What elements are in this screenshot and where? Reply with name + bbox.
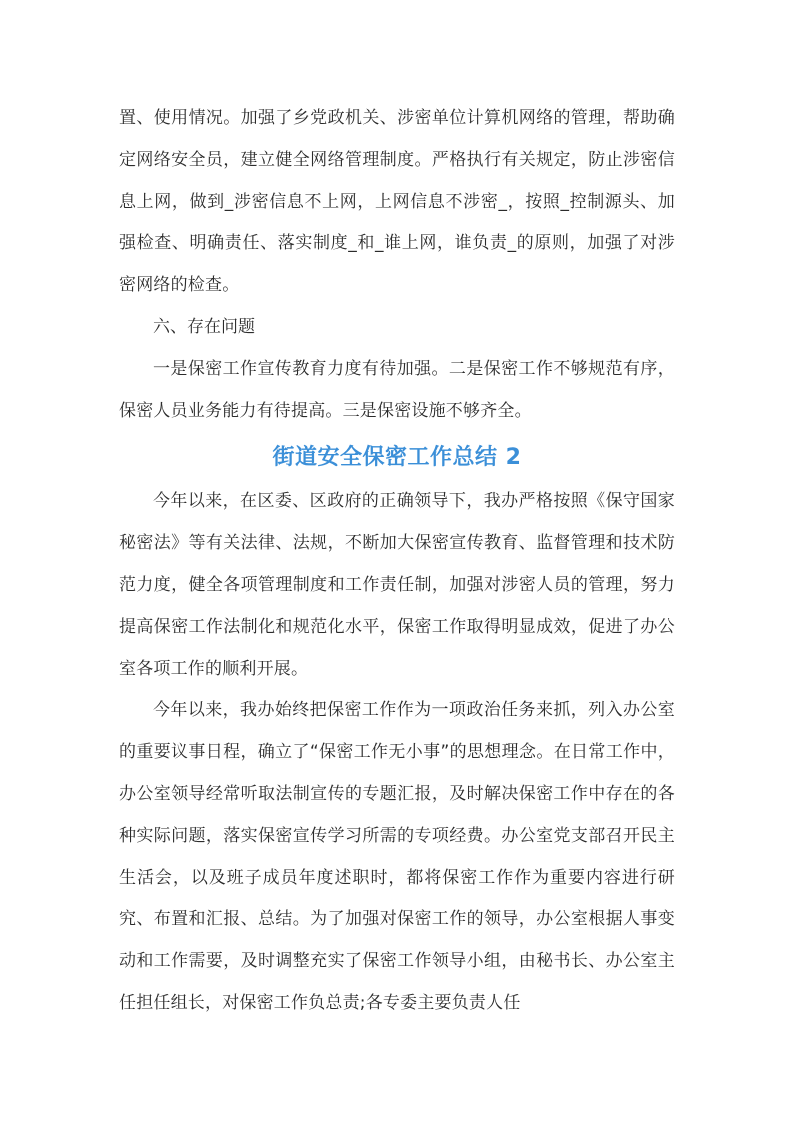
document-content bbox=[119, 98, 675, 1025]
paragraph-problems: 一是保密工作宣传教育力度有待加强。二是保密工作不够规范有序，保密人员业务能力有待提高。三是保密设施不够齐全。 bbox=[119, 358, 675, 421]
paragraph-intro: 今年以来，在区委、区政府的正确领导下，我办严格按照《保守国家秘密法》等有关法律、法规，不断加大保密宣传教育、监督管理和技术防范力度，健全各项管理制度和工作责任制，加强对涉密人员的管理，努力提高保密工作法制化和规范化水平，保密工作取得明显成效，促进了办公室各项工作的顺利开展。 bbox=[119, 491, 675, 679]
paragraph-leadership: 今年以来，我办始终把保密工作作为一项政治任务来抓，列入办公室的重要议事日程，确立了“保密工作无小事”的思想理念。在日常工作中，办公室领导经常听取法制宣传的专题汇报，及时解决保密工作中存在的各种实际问题，落实保密宣传学习所需的专项经费。办公室党支部召开民主生活会，以及班子成员年度述职时，都将保密工作作为重要内容进行研究、布置和汇报、总结。为了加强对保密工作的领导，办公室根据人事变动和工作需要，及时调整充实了保密工作领导小组，由秘书长、办公室主任担任组长，对保密工作负总责;各专委主要负责人任 bbox=[119, 700, 675, 1013]
section-heading-problems: 六、存在问题 bbox=[153, 316, 255, 337]
document-title: 街道安全保密工作总结 2 bbox=[272, 445, 522, 471]
paragraph-network-management: 置、使用情况。加强了乡党政机关、涉密单位计算机网络的管理，帮助确定网络安全员，建立健全网络管理制度。严格执行有关规定，防止涉密信息上网，做到_涉密信息不上网，上网信息不涉密_，按照_控制源头、加强检查、明确责任、落实制度_和_谁上网，谁负责_的原则，加强了对涉密网络的检查。 bbox=[119, 108, 675, 296]
